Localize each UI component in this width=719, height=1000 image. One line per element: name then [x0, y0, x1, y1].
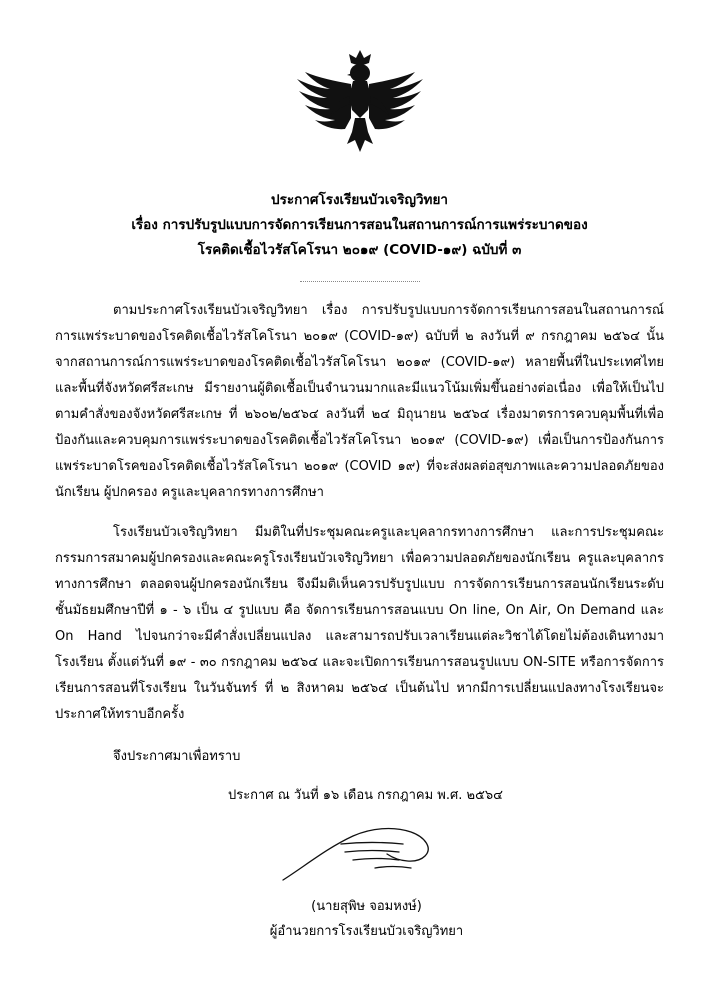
announcement-date: ประกาศ ณ วันที่ ๑๖ เดือน กรกฎาคม พ.ศ. ๒๕๖๔ — [227, 787, 504, 803]
document-body — [55, 298, 664, 728]
title-line-1: ประกาศโรงเรียนบัวเจริญวิทยา — [271, 192, 448, 208]
garuda-emblem — [55, 48, 664, 158]
body-paragraph-1: ตามประกาศโรงเรียนบัวเจริญวิทยา เรื่อง การปรับรูปแบบการจัดการเรียนการสอนในสถานการณ์การแพร่ระบาดของโรคติดเชื้อไวรัสโคโรนา ๒๐๑๙ (COVID-๑๙) ฉบับที่ ๒ ลงวันที่ ๙ กรกฎาคม ๒๕๖๔ นั้น จากสถานการณ์การแพร่ระบาดของโรคติดเชื้อไวรัสโคโรนา ๒๐๑๙ (COVID-๑๙) หลายพื้นที่ในประเทศไทยและพื้นที่จังหวัดศรีสะเกษ มีรายงานผู้ติดเชื้อเป็นจำนวนมากและมีแนวโน้มเพิ่มขึ้นอย่างต่อเนื่อง เพื่อให้เป็นไปตามคำสั่งของจังหวัดศรีสะเกษ ที่ ๒๖๐๒/๒๕๖๔ ลงวันที่ ๒๔ มิถุนายน ๒๕๖๔ เรื่องมาตรการควบคุมพื้นที่เพื่อป้องกันและควบคุมการแพร่ระบาดของโรคติดเชื้อไวรัสโคโรนา ๒๐๑๙ (COVID-๑๙) เพื่อเป็นการป้องกันการแพร่ระบาดโรคของโรคติดเชื้อไวรัสโคโรนา ๒๐๑๙ (COVID ๑๙) ที่จะส่งผลต่อสุขภาพและความปลอดภัยของนักเรียน ผู้ปกครอง ครูและบุคลากรทางการศึกษา — [55, 302, 664, 500]
title-line-2: เรื่อง การปรับรูปแบบการจัดการเรียนการสอนในสถานการณ์การแพร่ระบาดของ — [131, 216, 588, 233]
signature-name: (นายสุพิษ จอมหงษ์) — [311, 898, 422, 914]
title-divider — [300, 281, 420, 282]
document-title — [55, 188, 664, 263]
title-line-3: โรคติดเชื้อไวรัสโคโรนา ๒๐๑๙ (COVID-๑๙) ฉบับที่ ๓ — [197, 241, 522, 258]
signature-position: ผู้อำนวยการโรงเรียนบัวเจริญวิทยา — [269, 923, 464, 939]
body-paragraph-2: โรงเรียนบัวเจริญวิทยา มีมติในที่ประชุมคณะครูและบุคลากรทางการศึกษา และการประชุมคณะกรรมการสมาคมผู้ปกครองและคณะครูโรงเรียนบัวเจริญวิทยา เพื่อความปลอดภัยของนักเรียน ครูและบุคลากรทางการศึกษา ตลอดจนผู้ปกครองนักเรียน จึงมีมติเห็นควรปรับรูปแบบ การจัดการเรียนการสอนนักเรียนระดับชั้นมัธยมศึกษาปีที่ ๑ - ๖ เป็น ๔ รูปแบบ คือ จัดการเรียนการสอนแบบ On line, On Air, On Demand และ On Hand ไปจนกว่าจะมีคำสั่งเปลี่ยนแปลง และสามารถปรับเวลาเรียนแต่ละวิชาได้โดยไม่ต้องเดินทางมาโรงเรียน ตั้งแต่วันที่ ๑๙ - ๓๐ กรกฎาคม ๒๕๖๔ และจะเปิดการเรียนการสอนรูปแบบ ON-SITE หรือการจัดการเรียนการสอนที่โรงเรียน ในวันจันทร์ ที่ ๒ สิงหาคม ๒๕๖๔ เป็นต้นไป หากมีการเปลี่ยนแปลงทางโรงเรียนจะประกาศให้ทราบอีกครั้ง — [55, 524, 664, 722]
handwritten-signature — [55, 821, 664, 893]
closing-statement: จึงประกาศมาเพื่อทราบ — [113, 748, 241, 764]
